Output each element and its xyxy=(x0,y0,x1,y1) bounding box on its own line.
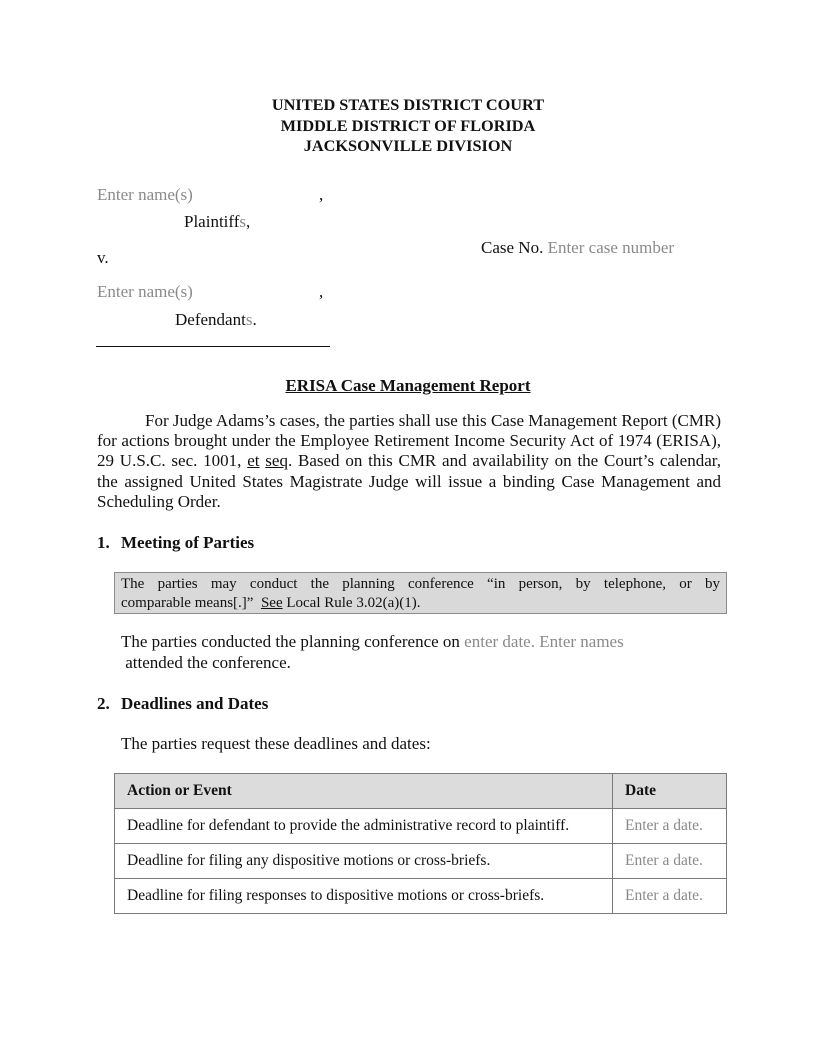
case-number xyxy=(481,238,674,258)
plaintiffs-suffix-field[interactable]: s xyxy=(239,212,247,231)
defendant-name-field[interactable]: Enter name(s) xyxy=(97,282,193,301)
section-2-title: Deadlines and Dates xyxy=(121,694,269,713)
conference-sep: . xyxy=(530,632,540,651)
section-2-heading xyxy=(97,694,268,714)
action-cell: Deadline for defendant to provide the administrative record to plaintiff. xyxy=(115,809,613,844)
intro-text-1: For Judge Adams’s cases, the parties shall use this Case Management Report (CMR) for actions brought under the Employee Retirement Income Security Act of 1974 (ERISA), 29 U.S.C. sec. 1001, xyxy=(97,411,721,471)
conference-text-2: attended the conference. xyxy=(121,652,291,672)
defendants-label-text: Defendant xyxy=(175,310,246,329)
deadlines-table xyxy=(114,773,727,914)
court-division: JACKSONVILLE DIVISION xyxy=(303,136,513,155)
conference-date-field[interactable]: enter date xyxy=(464,632,531,651)
section-1-heading xyxy=(97,533,254,553)
plaintiffs-trailing: , xyxy=(246,212,251,231)
table-header-row xyxy=(115,774,727,809)
caption-divider xyxy=(96,346,330,347)
case-number-field[interactable]: Enter case number xyxy=(547,238,675,257)
court-name: UNITED STATES DISTRICT COURT xyxy=(271,95,545,114)
callout-see: See xyxy=(260,594,283,611)
section-2-number: 2. xyxy=(97,694,110,713)
intro-text-2: . Based on this CMR and availability on the Court’s calendar, the assigned United States Magistrate Judge will issue a binding Case Management and Scheduling Order. xyxy=(97,451,722,511)
column-header-date: Date xyxy=(613,774,727,809)
defendants-label xyxy=(175,310,257,330)
section-1-title: Meeting of Parties xyxy=(121,533,255,552)
plaintiff-comma: , xyxy=(319,185,324,204)
versus: v. xyxy=(97,248,109,267)
callout-rule-ref: Local Rule 3.02(a)(1). xyxy=(282,594,421,611)
meeting-callout-box xyxy=(114,572,727,614)
report-title: ERISA Case Management Report xyxy=(285,376,531,395)
conference-statement xyxy=(121,632,723,673)
date-field[interactable]: Enter a date. xyxy=(613,809,727,844)
table-row xyxy=(115,844,727,879)
conference-names-field[interactable]: Enter names xyxy=(539,632,624,651)
callout-line-1: The parties may conduct the planning conference “in person, by telephone, or by xyxy=(121,576,720,592)
action-cell: Deadline for filing responses to dispositive motions or cross-briefs. xyxy=(115,879,613,914)
plaintiff-name-field[interactable]: Enter name(s) xyxy=(97,185,193,204)
court-district: MIDDLE DISTRICT OF FLORIDA xyxy=(280,115,536,135)
plaintiffs-label xyxy=(184,212,250,232)
callout-text: comparable means[.]” xyxy=(121,594,261,611)
defendants-trailing: . xyxy=(252,310,257,329)
column-header-action: Action or Event xyxy=(115,774,613,809)
table-row xyxy=(115,809,727,844)
section-1-number: 1. xyxy=(97,533,110,552)
case-no-label: Case No. xyxy=(481,238,544,257)
defendant-comma: , xyxy=(319,282,324,301)
action-cell: Deadline for filing any dispositive motions or cross-briefs. xyxy=(115,844,613,879)
date-field[interactable]: Enter a date. xyxy=(613,844,727,879)
table-row xyxy=(115,879,727,914)
intro-et: et xyxy=(247,451,260,471)
court-header xyxy=(0,95,816,157)
deadlines-intro: The parties request these deadlines and dates: xyxy=(121,734,431,753)
defendants-suffix-field[interactable]: s xyxy=(245,310,253,329)
date-field[interactable]: Enter a date. xyxy=(613,879,727,914)
intro-paragraph xyxy=(97,411,721,512)
plaintiffs-label-text: Plaintiff xyxy=(184,212,240,231)
conference-text-1: The parties conducted the planning conference on xyxy=(121,632,465,651)
callout-line-2 xyxy=(121,595,420,611)
intro-seq: seq xyxy=(265,451,288,471)
